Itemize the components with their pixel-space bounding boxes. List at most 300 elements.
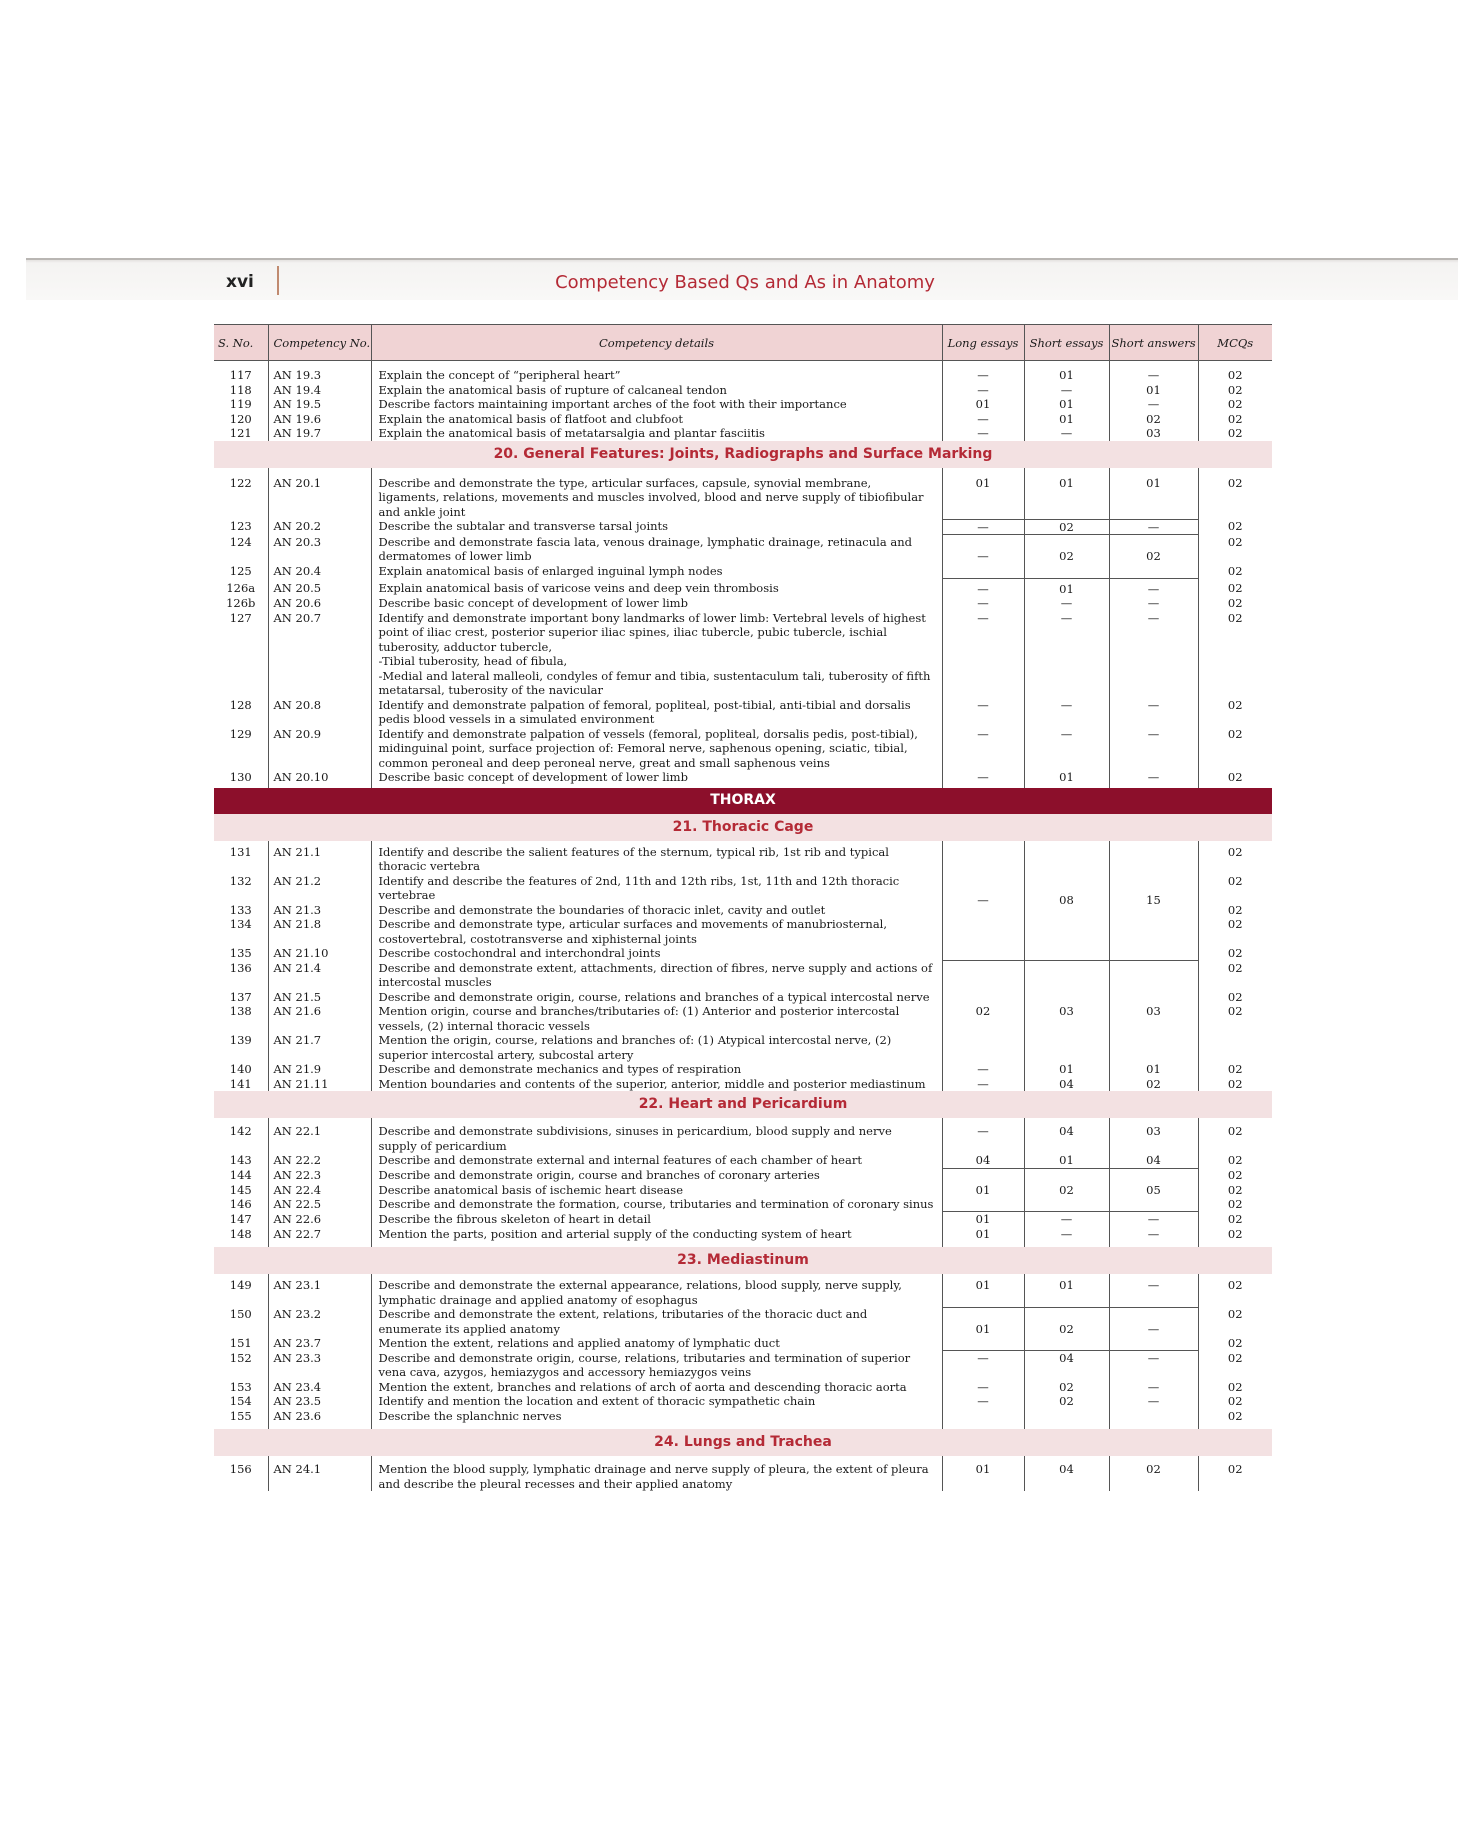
table-cell: Describe and demonstrate the type, articular surfaces, capsule, synovial membrane, ligaments, relations, movements and muscles involved, blood and nerve supply of tibiofibular and ankle joint	[371, 468, 942, 520]
table-cell: —	[942, 1380, 1024, 1395]
table-cell: AN 21.11	[268, 1077, 371, 1092]
table-cell: —	[1024, 426, 1109, 441]
col-header-competency-no: Competency No.	[268, 325, 371, 361]
table-cell: —	[1109, 1380, 1198, 1395]
table-cell: AN 21.9	[268, 1062, 371, 1077]
table-cell: Describe factors maintaining important arches of the foot with their importance	[371, 397, 942, 412]
col-header-short-answers: Short answers	[1109, 325, 1198, 361]
table-cell: —	[942, 1351, 1024, 1380]
table-cell: 153	[229, 1379, 252, 1394]
row-detail-line: -Medial and lateral malleoli, condyles of femur and tibia, sustentaculum tali, tuberosity of fifth metatarsal, tuberosity of the navicular	[378, 668, 931, 697]
table-cell: AN 23.3	[268, 1351, 371, 1380]
table-cell: AN 19.3	[268, 368, 371, 383]
table-cell: 122	[229, 475, 252, 490]
table-cell: —	[1109, 368, 1198, 383]
table-cell: —	[1109, 397, 1198, 412]
table-row	[214, 426, 1272, 441]
table-cell: Explain the anatomical basis of rupture of calcaneal tendon	[371, 383, 942, 398]
table-cell: 154	[229, 1394, 252, 1408]
table-row	[214, 1394, 1272, 1409]
table-cell: Mention the origin, course, relations and branches of: (1) Atypical intercostal nerve, (2) superior intercostal artery, subcostal artery	[371, 1033, 942, 1062]
table-row	[214, 1168, 1272, 1183]
table-cell: 02	[1198, 596, 1272, 611]
group-short-answers: 05	[1109, 1168, 1198, 1212]
table-cell: Describe and demonstrate the extent, relations, tributaries of the thoracic duct and enumerate its applied anatomy	[371, 1307, 942, 1336]
table-cell: 137	[229, 989, 252, 1004]
table-cell: Describe and demonstrate the boundaries of thoracic inlet, cavity and outlet	[371, 903, 942, 918]
table-cell: 02	[1109, 535, 1198, 579]
group-short-essays: 08	[1024, 841, 1109, 961]
table-cell: 127	[229, 610, 252, 625]
table-row	[214, 1409, 1272, 1430]
table-cell: —	[942, 698, 1024, 727]
table-row	[214, 770, 1272, 788]
table-cell: Describe and demonstrate external and internal features of each chamber of heart	[371, 1153, 942, 1168]
table-cell: —	[1109, 698, 1198, 727]
table-cell: Describe and demonstrate mechanics and types of respiration	[371, 1062, 942, 1077]
table-cell: —	[1109, 611, 1198, 698]
table-row	[214, 727, 1272, 771]
table-cell: AN 20.7	[268, 611, 371, 698]
table-cell: —	[1109, 1351, 1198, 1380]
table-cell: 04	[1024, 1456, 1109, 1491]
table-cell: AN 22.5	[268, 1197, 371, 1212]
table-cell: 02	[1198, 1212, 1272, 1227]
table-cell: Describe and demonstrate type, articular surfaces and movements of manubriosternal, costovertebral, costotransverse and xiphisternal joints	[371, 917, 942, 946]
table-cell: —	[942, 596, 1024, 611]
table-row	[214, 368, 1272, 383]
group-short-essays: 03	[1024, 961, 1109, 1063]
table-cell: 01	[1109, 1062, 1198, 1077]
competency-table	[214, 324, 1272, 1491]
table-cell: 04	[942, 1153, 1024, 1168]
table-cell: AN 23.7	[268, 1336, 371, 1351]
group-short-answers: 15	[1109, 841, 1198, 961]
table-cell: 132	[229, 873, 252, 888]
table-cell: Describe the splanchnic nerves	[371, 1409, 942, 1430]
group-short-answers: —	[1109, 1307, 1198, 1351]
group-long-essays: 01	[942, 1168, 1024, 1212]
table-row	[214, 1351, 1272, 1380]
table-cell: 02	[1198, 1062, 1272, 1077]
table-cell: AN 22.7	[268, 1227, 371, 1248]
table-cell: AN 22.3	[268, 1168, 371, 1183]
table-cell: 130	[229, 770, 252, 784]
table-cell: —	[1024, 1212, 1109, 1227]
table-cell: 02	[1198, 1336, 1272, 1351]
table-cell: 02	[1198, 990, 1272, 1005]
table-cell: 02	[1198, 519, 1272, 535]
group-short-essays: 02	[1024, 1307, 1109, 1351]
page-number: xvi	[226, 272, 254, 292]
table-cell: —	[942, 426, 1024, 441]
table-cell: 02	[1198, 611, 1272, 698]
table-cell: 02	[1109, 1077, 1198, 1092]
table-cell: 02	[1198, 1004, 1272, 1033]
table-cell: 145	[229, 1182, 252, 1197]
table-cell: —	[1024, 698, 1109, 727]
table-cell: 02	[1024, 1380, 1109, 1395]
table-row	[214, 1380, 1272, 1395]
table-cell: Mention the blood supply, lymphatic drainage and nerve supply of pleura, the extent of pleura and describe the pleural recesses and their applied anatomy	[371, 1456, 942, 1491]
table-cell: 142	[229, 1124, 252, 1138]
row-detail-line: Identify and demonstrate important bony landmarks of lower limb: Vertebral levels of highest point of iliac crest, posterior superior iliac spines, iliac tubercle, pubic tubercle, ischial tuberosity, adductor tubercle,	[378, 610, 926, 654]
table-cell: 136	[229, 960, 252, 975]
book-title: Competency Based Qs and As in Anatomy	[555, 272, 935, 293]
table-cell: 02	[1198, 1077, 1272, 1092]
table-cell: —	[942, 519, 1024, 535]
table-cell: 02	[1198, 946, 1272, 961]
table-cell: 02	[1198, 1168, 1272, 1183]
table-cell: AN 23.4	[268, 1380, 371, 1395]
table-cell: —	[1024, 1227, 1109, 1248]
table-cell: —	[942, 535, 1024, 579]
table-row	[214, 1212, 1272, 1227]
table-cell: AN 22.1	[268, 1118, 371, 1153]
table-cell: 02	[1024, 519, 1109, 535]
table-cell: —	[1109, 727, 1198, 771]
table-cell: 120	[229, 411, 252, 426]
table-cell	[371, 611, 942, 698]
table-cell: 151	[229, 1336, 252, 1350]
table-cell: 148	[229, 1226, 252, 1241]
table-cell: Mention boundaries and contents of the superior, anterior, middle and posterior mediastinum	[371, 1077, 942, 1092]
table-cell: —	[1024, 596, 1109, 611]
table-cell: —	[1024, 611, 1109, 698]
group-short-answers: 03	[1109, 961, 1198, 1063]
table-cell: 02	[1198, 770, 1272, 788]
table-cell: 04	[1024, 1118, 1109, 1153]
table-cell: 03	[1109, 1118, 1198, 1153]
group-long-essays: —	[942, 841, 1024, 961]
table-cell: 01	[1024, 468, 1109, 520]
table-cell: 146	[229, 1197, 252, 1211]
table-cell: —	[1109, 1274, 1198, 1307]
group-long-essays: 02	[942, 961, 1024, 1063]
table-cell: 01	[1024, 1062, 1109, 1077]
table-cell: 01	[942, 1227, 1024, 1248]
table-cell: AN 19.4	[268, 383, 371, 398]
table-cell: 118	[229, 382, 252, 397]
table-cell: 02	[1198, 383, 1272, 398]
table-cell: 02	[1024, 535, 1109, 579]
table-cell: 02	[1198, 1456, 1272, 1491]
table-cell: AN 23.2	[268, 1307, 371, 1336]
table-cell: AN 19.5	[268, 397, 371, 412]
table-row	[214, 578, 1272, 596]
table-cell: 131	[229, 844, 252, 859]
table-cell: 02	[1109, 412, 1198, 427]
table-cell	[942, 1409, 1024, 1430]
table-cell: 141	[229, 1076, 252, 1091]
table-cell: 01	[1024, 1274, 1109, 1307]
table-cell: Describe the fibrous skeleton of heart in detail	[371, 1212, 942, 1227]
table-cell: Identify and mention the location and extent of thoracic sympathetic chain	[371, 1394, 942, 1409]
table-cell: 02	[1198, 903, 1272, 918]
table-cell: AN 24.1	[268, 1456, 371, 1491]
table-cell: 02	[1198, 1227, 1272, 1248]
table-cell: Identify and demonstrate palpation of femoral, popliteal, post-tibial, anti-tibial and dorsalis pedis blood vessels in a simulated environment	[371, 698, 942, 727]
col-header-long-essays: Long essays	[942, 325, 1024, 361]
table-cell: —	[942, 1077, 1024, 1092]
table-cell: AN 22.6	[268, 1212, 371, 1227]
table-cell	[1024, 1409, 1109, 1430]
table-cell: AN 21.8	[268, 917, 371, 946]
table-cell: Explain the anatomical basis of flatfoot and clubfoot	[371, 412, 942, 427]
table-cell: 02	[1198, 961, 1272, 990]
table-cell: 02	[1198, 412, 1272, 427]
table-cell: Describe and demonstrate origin, course, relations and branches of a typical intercostal nerve	[371, 990, 942, 1005]
group-short-essays: 02	[1024, 1168, 1109, 1212]
table-cell: 129	[229, 726, 252, 741]
table-cell: 143	[229, 1153, 252, 1167]
table-cell: —	[942, 1118, 1024, 1153]
table-cell: 02	[1198, 426, 1272, 441]
table-cell: —	[1109, 596, 1198, 611]
table-cell: 123	[229, 519, 252, 533]
table-cell: Describe basic concept of development of lower limb	[371, 770, 942, 788]
table-cell: Describe and demonstrate the formation, course, tributaries and termination of coronary sinus	[371, 1197, 942, 1212]
table-cell: 01	[1024, 412, 1109, 427]
table-cell: 01	[1024, 578, 1109, 596]
table-cell: Explain anatomical basis of enlarged inguinal lymph nodes	[371, 564, 942, 579]
table-cell: 155	[229, 1408, 252, 1423]
table-cell: AN 22.2	[268, 1153, 371, 1168]
table-cell: AN 20.1	[268, 468, 371, 520]
table-cell: 121	[229, 426, 252, 440]
table-cell: 126b	[226, 596, 256, 610]
table-cell: 140	[229, 1062, 252, 1076]
table-cell: 02	[1198, 841, 1272, 874]
table-row	[214, 1227, 1272, 1248]
table-row	[214, 698, 1272, 727]
table-cell: —	[942, 412, 1024, 427]
col-header-competency-details: Competency details	[371, 325, 942, 361]
header-divider	[277, 266, 279, 295]
table-cell: 156	[229, 1462, 252, 1476]
table-cell: 02	[1198, 874, 1272, 903]
col-header-mcqs: MCQs	[1198, 325, 1272, 361]
table-cell: Mention the parts, position and arterial supply of the conducting system of heart	[371, 1227, 942, 1248]
table-cell: AN 21.6	[268, 1004, 371, 1033]
table-cell: Describe and demonstrate the external appearance, relations, blood supply, nerve supply, lymphatic drainage and applied anatomy of esophagus	[371, 1274, 942, 1307]
table-cell: Mention the extent, branches and relations of arch of aorta and descending thoracic aorta	[371, 1380, 942, 1395]
table-cell: 02	[1198, 397, 1272, 412]
table-cell: 135	[229, 946, 252, 960]
table-cell: 02	[1198, 1307, 1272, 1336]
section-heading-20: 20. General Features: Joints, Radiographs and Surface Marking	[214, 441, 1272, 468]
table-cell: AN 19.6	[268, 412, 371, 427]
competency-table-wrapper	[214, 324, 1272, 1491]
table-cell: 149	[229, 1278, 252, 1292]
table-cell: AN 20.10	[268, 770, 371, 788]
table-cell: AN 23.1	[268, 1274, 371, 1307]
table-row	[214, 1118, 1272, 1153]
table-cell: 139	[229, 1033, 252, 1047]
table-cell: 128	[229, 697, 252, 712]
part-banner-thorax: THORAX	[214, 788, 1272, 814]
table-cell: Describe costochondral and interchondral joints	[371, 946, 942, 961]
section-heading-24: 24. Lungs and Trachea	[214, 1429, 1272, 1456]
col-header-sno: S. No.	[214, 325, 268, 361]
table-cell: 02	[1198, 535, 1272, 564]
table-cell: Describe and demonstrate subdivisions, sinuses in pericardium, blood supply and nerve supply of pericardium	[371, 1118, 942, 1153]
table-cell	[1109, 1409, 1198, 1430]
table-cell: 01	[1109, 383, 1198, 398]
table-cell: —	[1109, 578, 1198, 596]
section-heading-23: 23. Mediastinum	[214, 1247, 1272, 1274]
table-cell: 02	[1198, 468, 1272, 520]
table-cell	[1198, 1033, 1272, 1062]
table-cell: 152	[229, 1350, 252, 1365]
table-cell: —	[942, 578, 1024, 596]
table-cell: —	[1024, 727, 1109, 771]
table-cell: Describe and demonstrate origin, course, relations, tributaries and termination of superior vena cava, azygos, hemiazygos and accessory hemiazygos veins	[371, 1351, 942, 1380]
table-cell: 133	[229, 902, 252, 917]
table-cell: 02	[1198, 1197, 1272, 1212]
table-cell: 02	[1198, 564, 1272, 579]
table-cell: Describe basic concept of development of lower limb	[371, 596, 942, 611]
table-cell: 02	[1198, 727, 1272, 771]
table-cell: 02	[1198, 698, 1272, 727]
table-cell: AN 21.5	[268, 990, 371, 1005]
table-cell: —	[1024, 383, 1109, 398]
spacer-row	[214, 361, 1272, 369]
table-cell: AN 21.3	[268, 903, 371, 918]
table-cell: 01	[1109, 468, 1198, 520]
table-cell: AN 21.7	[268, 1033, 371, 1062]
table-cell: 01	[1024, 368, 1109, 383]
table-cell: AN 20.6	[268, 596, 371, 611]
table-cell: Explain anatomical basis of varicose veins and deep vein thrombosis	[371, 578, 942, 596]
table-row	[214, 611, 1272, 698]
table-row	[214, 1274, 1272, 1307]
table-cell: 01	[942, 1456, 1024, 1491]
table-cell: —	[1109, 519, 1198, 535]
table-cell: —	[1109, 1227, 1198, 1248]
col-header-short-essays: Short essays	[1024, 325, 1109, 361]
table-cell: 144	[229, 1168, 252, 1182]
table-row	[214, 519, 1272, 535]
table-row	[214, 1456, 1272, 1491]
section-heading-21: 21. Thoracic Cage	[214, 814, 1272, 841]
table-row	[214, 1307, 1272, 1336]
table-cell: Mention origin, course and branches/tributaries of: (1) Anterior and posterior intercostal vessels, (2) internal thoracic vessels	[371, 1004, 942, 1033]
table-cell: —	[942, 383, 1024, 398]
table-row	[214, 412, 1272, 427]
table-cell: AN 20.4	[268, 564, 371, 579]
table-cell: —	[942, 1062, 1024, 1077]
section-heading-22: 22. Heart and Pericardium	[214, 1091, 1272, 1118]
table-cell: 01	[942, 1274, 1024, 1307]
table-cell: Identify and describe the features of 2nd, 11th and 12th ribs, 1st, 11th and 12th thoracic vertebrae	[371, 874, 942, 903]
table-cell: 02	[1198, 1274, 1272, 1307]
table-cell: 01	[1024, 770, 1109, 788]
table-cell: 02	[1109, 1456, 1198, 1491]
table-cell: 02	[1198, 917, 1272, 946]
table-cell: —	[942, 611, 1024, 698]
table-row	[214, 596, 1272, 611]
row-detail-line: -Tibial tuberosity, head of fibula,	[378, 654, 568, 668]
table-cell: 134	[229, 917, 252, 931]
table-cell: 04	[1024, 1351, 1109, 1380]
table-cell: Describe and demonstrate fascia lata, venous drainage, lymphatic drainage, retinacula and dermatomes of lower limb	[371, 535, 942, 564]
table-cell: 01	[942, 397, 1024, 412]
table-cell: AN 20.8	[268, 698, 371, 727]
table-cell: 01	[1024, 397, 1109, 412]
table-cell: —	[942, 770, 1024, 788]
table-cell: Identify and demonstrate palpation of vessels (femoral, popliteal, dorsalis pedis, post-tibial), midinguinal point, surface projection of: Femoral nerve, saphenous opening, sciatic, tibial, common peroneal and deep peroneal nerve, great and small saphenous veins	[371, 727, 942, 771]
table-cell: 04	[1109, 1153, 1198, 1168]
table-cell: —	[942, 727, 1024, 771]
table-cell: Explain the anatomical basis of metatarsalgia and plantar fasciitis	[371, 426, 942, 441]
table-cell: —	[942, 368, 1024, 383]
table-cell: 02	[1198, 1153, 1272, 1168]
table-cell: Describe and demonstrate origin, course and branches of coronary arteries	[371, 1168, 942, 1183]
table-cell: Mention the extent, relations and applied anatomy of lymphatic duct	[371, 1336, 942, 1351]
table-cell: AN 21.10	[268, 946, 371, 961]
table-cell: 02	[1024, 1394, 1109, 1409]
table-cell: —	[1109, 1212, 1198, 1227]
table-cell: 150	[229, 1307, 252, 1321]
table-cell: 119	[229, 397, 252, 411]
table-cell: 02	[1198, 368, 1272, 383]
table-header-row	[214, 325, 1272, 361]
table-cell: AN 20.9	[268, 727, 371, 771]
table-cell: AN 20.2	[268, 519, 371, 535]
table-cell: Explain the concept of “peripheral heart”	[371, 368, 942, 383]
table-row	[214, 535, 1272, 564]
table-cell: AN 20.3	[268, 535, 371, 564]
table-cell: 04	[1024, 1077, 1109, 1092]
table-cell: AN 19.7	[268, 426, 371, 441]
table-row	[214, 1062, 1272, 1077]
table-cell: AN 20.5	[268, 578, 371, 596]
table-cell: 01	[942, 1212, 1024, 1227]
table-cell: 02	[1198, 1409, 1272, 1430]
table-cell: Describe the subtalar and transverse tarsal joints	[371, 519, 942, 535]
table-cell: 01	[942, 468, 1024, 520]
table-cell: 124	[229, 534, 252, 549]
table-row	[214, 1153, 1272, 1168]
table-row	[214, 397, 1272, 412]
table-cell: AN 21.1	[268, 841, 371, 874]
table-cell: AN 22.4	[268, 1183, 371, 1198]
table-cell: 125	[229, 563, 252, 578]
table-cell: AN 21.2	[268, 874, 371, 903]
table-cell: Describe anatomical basis of ischemic heart disease	[371, 1183, 942, 1198]
group-long-essays: 01	[942, 1307, 1024, 1351]
table-cell: 02	[1198, 578, 1272, 596]
table-cell: 02	[1198, 1380, 1272, 1395]
table-cell: AN 23.5	[268, 1394, 371, 1409]
table-cell: 02	[1198, 1394, 1272, 1409]
table-cell: 02	[1198, 1183, 1272, 1198]
table-row	[214, 841, 1272, 874]
table-cell: 147	[229, 1211, 252, 1226]
table-cell: 02	[1198, 1118, 1272, 1153]
table-cell: 02	[1198, 1351, 1272, 1380]
table-cell: Describe and demonstrate extent, attachments, direction of fibres, nerve supply and actions of intercostal muscles	[371, 961, 942, 990]
table-cell: AN 21.4	[268, 961, 371, 990]
table-row	[214, 468, 1272, 520]
table-cell: Identify and describe the salient features of the sternum, typical rib, 1st rib and typical thoracic vertebra	[371, 841, 942, 874]
table-row	[214, 383, 1272, 398]
table-cell: 03	[1109, 426, 1198, 441]
table-cell: 117	[229, 368, 252, 382]
table-cell: —	[942, 1394, 1024, 1409]
table-cell: —	[1109, 1394, 1198, 1409]
